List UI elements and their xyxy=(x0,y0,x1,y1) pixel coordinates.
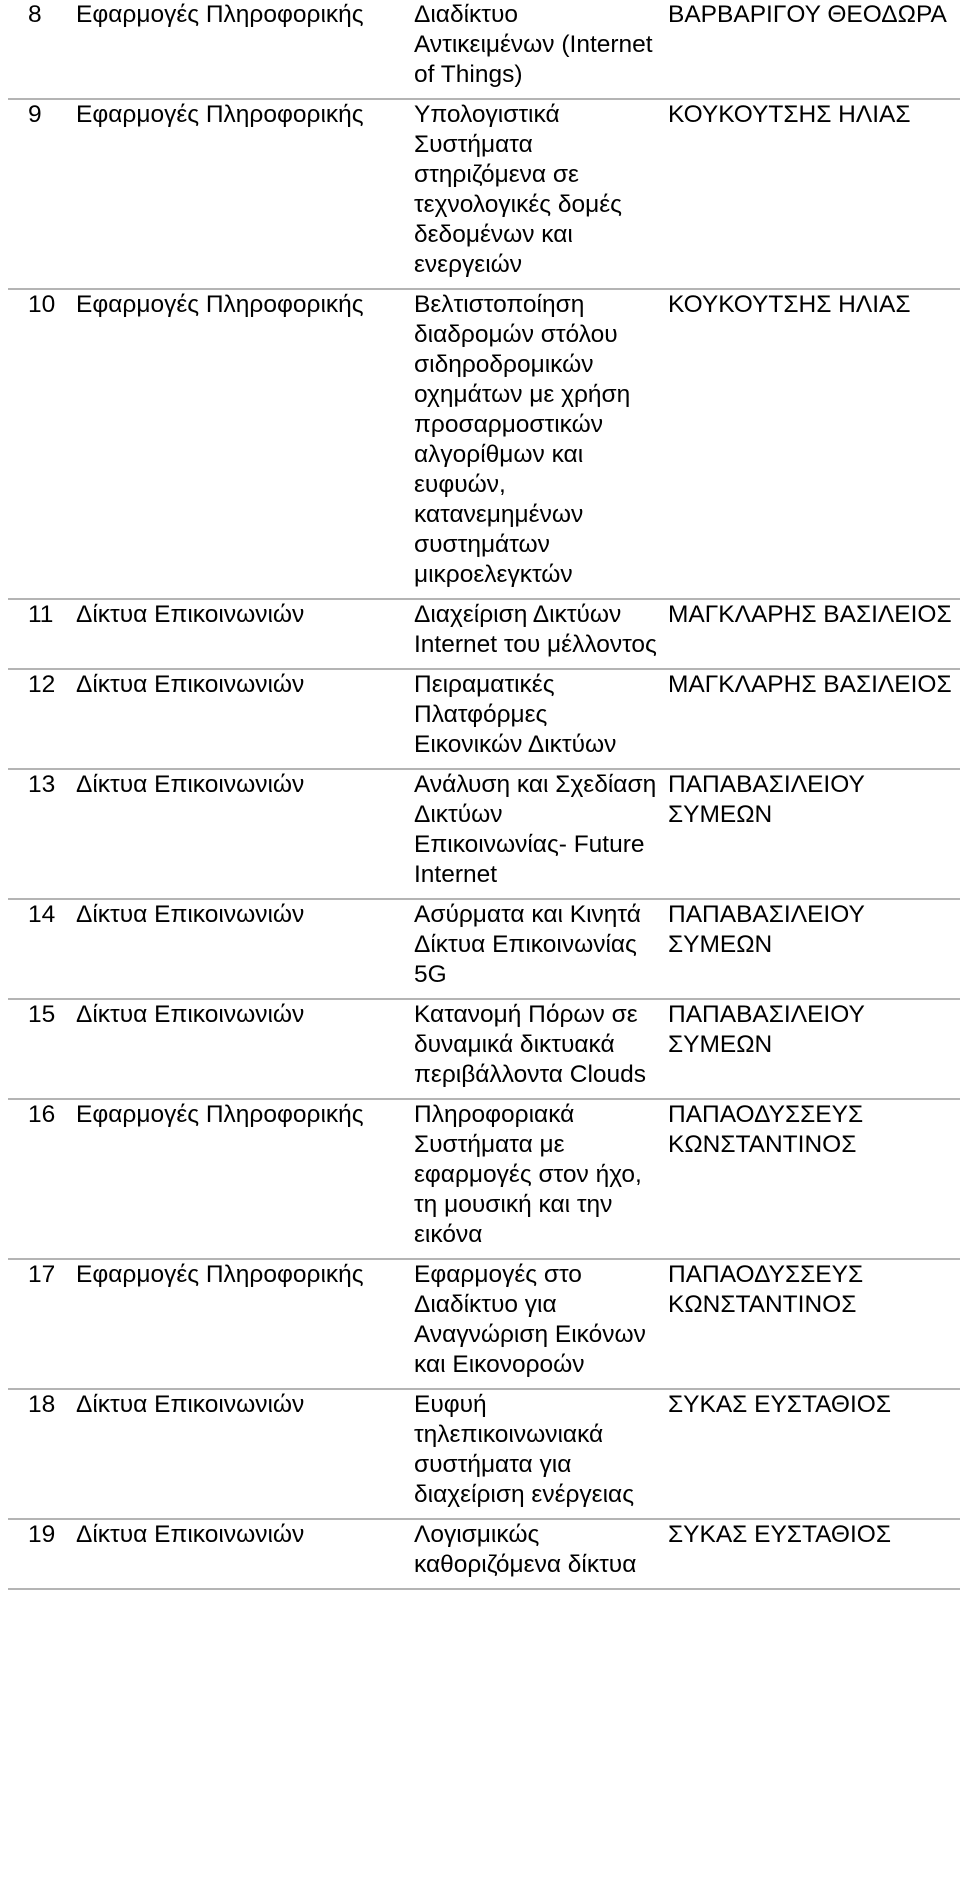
row-number-cell xyxy=(8,1519,62,1589)
subject-area-cell xyxy=(62,599,402,669)
professor-name: ΠΑΠΑΟΔΥΣΣΕΥΣ ΚΩΝΣΤΑΝΤΙΝΟΣ xyxy=(668,1261,864,1318)
subject-area: Εφαρμογές Πληροφορικής xyxy=(76,1,364,28)
professor-name: ΚΟΥΚΟΥΤΣΗΣ ΗΛΙΑΣ xyxy=(668,291,911,318)
course-title-cell xyxy=(402,1519,660,1589)
professor-name-cell xyxy=(660,899,960,999)
table-row xyxy=(8,899,960,999)
course-title-cell xyxy=(402,1099,660,1259)
professor-name: ΜΑΓΚΛΑΡΗΣ ΒΑΣΙΛΕΙΟΣ xyxy=(668,601,952,628)
table-row xyxy=(8,669,960,769)
table-row xyxy=(8,599,960,669)
course-title: Κατανομή Πόρων σε δυναμικά δικτυακά περιβάλλοντα Clouds xyxy=(414,1001,647,1088)
table-row xyxy=(8,99,960,289)
row-number-cell xyxy=(8,1389,62,1519)
table-row xyxy=(8,0,960,99)
table-row xyxy=(8,769,960,899)
subject-area-cell xyxy=(62,1389,402,1519)
subject-area-cell xyxy=(62,1099,402,1259)
subject-area-cell xyxy=(62,769,402,899)
course-title: Ασύρματα και Κινητά Δίκτυα Επικοινωνίας 5G xyxy=(414,901,641,988)
professor-name: ΠΑΠΑΟΔΥΣΣΕΥΣ ΚΩΝΣΤΑΝΤΙΝΟΣ xyxy=(668,1101,864,1158)
table-row xyxy=(8,999,960,1099)
row-number-cell xyxy=(8,1099,62,1259)
professor-name: ΚΟΥΚΟΥΤΣΗΣ ΗΛΙΑΣ xyxy=(668,101,911,128)
subject-area: Δίκτυα Επικοινωνιών xyxy=(76,901,305,928)
table-row xyxy=(8,1389,960,1519)
professor-name-cell xyxy=(660,1259,960,1389)
professor-name: ΣΥΚΑΣ ΕΥΣΤΑΘΙΟΣ xyxy=(668,1391,891,1418)
course-title: Ανάλυση και Σχεδίαση Δικτύων Επικοινωνίας- Future Internet xyxy=(414,771,657,888)
professor-name-cell xyxy=(660,289,960,599)
row-number: 14 xyxy=(28,901,56,928)
subject-area-cell xyxy=(62,1259,402,1389)
subject-area-cell xyxy=(62,899,402,999)
subject-area: Δίκτυα Επικοινωνιών xyxy=(76,771,305,798)
row-number: 15 xyxy=(28,1001,56,1028)
row-number: 17 xyxy=(28,1261,56,1288)
professor-name-cell xyxy=(660,1519,960,1589)
row-number: 13 xyxy=(28,771,56,798)
course-title-cell xyxy=(402,599,660,669)
professor-name-cell xyxy=(660,1099,960,1259)
professor-name-cell xyxy=(660,0,960,99)
professor-name-cell xyxy=(660,999,960,1099)
subject-area: Δίκτυα Επικοινωνιών xyxy=(76,1521,305,1548)
professor-name-cell xyxy=(660,599,960,669)
subject-area: Δίκτυα Επικοινωνιών xyxy=(76,601,305,628)
professor-name: ΒΑΡΒΑΡΙΓΟΥ ΘΕΟΔΩΡΑ xyxy=(668,1,947,28)
professor-name: ΠΑΠΑΒΑΣΙΛΕΙΟΥ ΣΥΜΕΩΝ xyxy=(668,771,865,828)
course-title: Διαδίκτυο Αντικειμένων (Internet of Things) xyxy=(414,1,653,88)
professor-name: ΣΥΚΑΣ ΕΥΣΤΑΘΙΟΣ xyxy=(668,1521,891,1548)
table-row xyxy=(8,1519,960,1589)
subject-area-cell xyxy=(62,99,402,289)
course-title: Λογισμικώς καθοριζόμενα δίκτυα xyxy=(414,1521,637,1578)
row-number: 16 xyxy=(28,1101,56,1128)
subject-area: Δίκτυα Επικοινωνιών xyxy=(76,1391,305,1418)
row-number-cell xyxy=(8,0,62,99)
course-title-cell xyxy=(402,289,660,599)
row-number-cell xyxy=(8,289,62,599)
course-title: Υπολογιστικά Συστήματα στηριζόμενα σε τεχνολογικές δομές δεδομένων και ενεργειών xyxy=(414,101,622,278)
table-row xyxy=(8,1099,960,1259)
course-title-cell xyxy=(402,999,660,1099)
subject-area-cell xyxy=(62,999,402,1099)
subject-area-cell xyxy=(62,0,402,99)
row-number: 11 xyxy=(28,601,54,628)
course-title: Βελτιστοποίηση διαδρομών στόλου σιδηροδρομικών οχημάτων με χρήση προσαρμοστικών αλγορίθμων και ευφυών, κατανεμημένων συστημάτων μικροελεγκτών xyxy=(414,291,631,588)
subject-area: Εφαρμογές Πληροφορικής xyxy=(76,1261,364,1288)
subject-area: Εφαρμογές Πληροφορικής xyxy=(76,1101,364,1128)
professor-name: ΠΑΠΑΒΑΣΙΛΕΙΟΥ ΣΥΜΕΩΝ xyxy=(668,901,865,958)
course-title-cell xyxy=(402,99,660,289)
subject-area: Δίκτυα Επικοινωνιών xyxy=(76,671,305,698)
course-title: Διαχείριση Δικτύων Internet του μέλλοντος xyxy=(414,601,657,658)
course-title-cell xyxy=(402,1389,660,1519)
professor-name: ΠΑΠΑΒΑΣΙΛΕΙΟΥ ΣΥΜΕΩΝ xyxy=(668,1001,865,1058)
row-number-cell xyxy=(8,599,62,669)
row-number: 10 xyxy=(28,291,56,318)
row-number-cell xyxy=(8,669,62,769)
subject-area-cell xyxy=(62,1519,402,1589)
professor-name: ΜΑΓΚΛΑΡΗΣ ΒΑΣΙΛΕΙΟΣ xyxy=(668,671,952,698)
course-table xyxy=(8,0,960,1590)
course-title: Πληροφοριακά Συστήματα με εφαρμογές στον ήχο, τη μουσική και την εικόνα xyxy=(414,1101,642,1248)
row-number: 19 xyxy=(28,1521,56,1548)
professor-name-cell xyxy=(660,99,960,289)
subject-area-cell xyxy=(62,669,402,769)
professor-name-cell xyxy=(660,669,960,769)
course-title-cell xyxy=(402,1259,660,1389)
row-number: 12 xyxy=(28,671,56,698)
row-number: 9 xyxy=(28,101,42,128)
course-title: Πειραματικές Πλατφόρμες Εικονικών Δικτύων xyxy=(414,671,617,758)
table-row xyxy=(8,289,960,599)
course-title-cell xyxy=(402,769,660,899)
course-title-cell xyxy=(402,899,660,999)
row-number: 8 xyxy=(28,1,42,28)
professor-name-cell xyxy=(660,1389,960,1519)
course-title: Εφαρμογές στο Διαδίκτυο για Αναγνώριση Εικόνων και Εικονορoών xyxy=(414,1261,646,1378)
course-title-cell xyxy=(402,669,660,769)
course-title-cell xyxy=(402,0,660,99)
course-title: Ευφυή τηλεπικοινωνιακά συστήματα για διαχείριση ενέργειας xyxy=(414,1391,635,1508)
row-number-cell xyxy=(8,999,62,1099)
professor-name-cell xyxy=(660,769,960,899)
subject-area-cell xyxy=(62,289,402,599)
subject-area: Εφαρμογές Πληροφορικής xyxy=(76,101,364,128)
course-table-body xyxy=(8,0,960,1589)
row-number-cell xyxy=(8,1259,62,1389)
row-number-cell xyxy=(8,769,62,899)
row-number: 18 xyxy=(28,1391,56,1418)
row-number-cell xyxy=(8,899,62,999)
subject-area: Δίκτυα Επικοινωνιών xyxy=(76,1001,305,1028)
table-row xyxy=(8,1259,960,1389)
subject-area: Εφαρμογές Πληροφορικής xyxy=(76,291,364,318)
row-number-cell xyxy=(8,99,62,289)
